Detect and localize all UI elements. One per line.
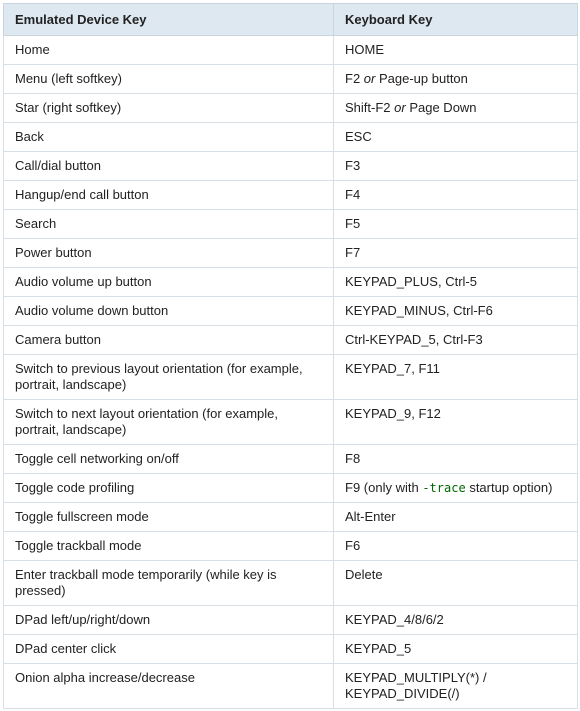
- device-key-cell: Audio volume up button: [4, 268, 334, 297]
- keyboard-key-cell: KEYPAD_7, F11: [334, 355, 578, 400]
- table-row: [4, 152, 578, 181]
- keyboard-key-cell: [334, 94, 578, 123]
- table-row: [4, 94, 578, 123]
- device-key-cell: Back: [4, 123, 334, 152]
- keyboard-key-cell: F4: [334, 181, 578, 210]
- keyboard-key-cell: ESC: [334, 123, 578, 152]
- device-key-cell: Home: [4, 36, 334, 65]
- device-key-cell: Audio volume down button: [4, 297, 334, 326]
- keyboard-key-cell: F8: [334, 445, 578, 474]
- key-text: F9 (only with: [345, 480, 419, 495]
- device-key-cell: Switch to next layout orientation (for example, portrait, landscape): [4, 400, 334, 445]
- or-text: or: [363, 71, 376, 86]
- table-row: [4, 503, 578, 532]
- device-key-cell: Switch to previous layout orientation (for example, portrait, landscape): [4, 355, 334, 400]
- table-row: [4, 268, 578, 297]
- table-row: [4, 400, 578, 445]
- key-text: F2: [345, 71, 361, 86]
- keyboard-key-cell: KEYPAD_PLUS, Ctrl-5: [334, 268, 578, 297]
- device-key-cell: Power button: [4, 239, 334, 268]
- keyboard-key-cell: F7: [334, 239, 578, 268]
- device-key-cell: Toggle cell networking on/off: [4, 445, 334, 474]
- table-row: [4, 297, 578, 326]
- table-row: [4, 65, 578, 94]
- keyboard-key-cell: KEYPAD_9, F12: [334, 400, 578, 445]
- device-key-cell: Hangup/end call button: [4, 181, 334, 210]
- keyboard-key-cell: F6: [334, 532, 578, 561]
- table-row: [4, 181, 578, 210]
- keyboard-key-cell: Ctrl-KEYPAD_5, Ctrl-F3: [334, 326, 578, 355]
- keyboard-key-cell: KEYPAD_4/8/6/2: [334, 606, 578, 635]
- keyboard-key-cell: F5: [334, 210, 578, 239]
- header-keyboard-key: Keyboard Key: [334, 4, 578, 36]
- or-text: or: [394, 100, 406, 115]
- keyboard-key-cell: [334, 65, 578, 94]
- keyboard-key-cell: KEYPAD_MULTIPLY(*) / KEYPAD_DIVIDE(/): [334, 664, 578, 709]
- keyboard-key-cell: Alt-Enter: [334, 503, 578, 532]
- keyboard-key-cell: HOME: [334, 36, 578, 65]
- table-row: [4, 606, 578, 635]
- device-key-cell: Star (right softkey): [4, 94, 334, 123]
- table-row: [4, 210, 578, 239]
- key-text: startup option): [469, 480, 553, 495]
- key-text: Shift-F2: [345, 100, 391, 115]
- header-device-key: Emulated Device Key: [4, 4, 334, 36]
- table-row: [4, 445, 578, 474]
- keyboard-key-cell: KEYPAD_MINUS, Ctrl-F6: [334, 297, 578, 326]
- table-row: [4, 239, 578, 268]
- table-row: [4, 355, 578, 400]
- device-key-cell: Search: [4, 210, 334, 239]
- device-key-cell: Enter trackball mode temporarily (while key is pressed): [4, 561, 334, 606]
- device-key-cell: Toggle fullscreen mode: [4, 503, 334, 532]
- device-key-cell: Toggle code profiling: [4, 474, 334, 503]
- trace-option-code: -trace: [422, 481, 466, 495]
- key-mapping-table: [3, 3, 578, 709]
- device-key-cell: DPad center click: [4, 635, 334, 664]
- keyboard-key-cell: KEYPAD_5: [334, 635, 578, 664]
- keyboard-key-cell: Delete: [334, 561, 578, 606]
- table-header-row: [4, 4, 578, 36]
- table-row: [4, 474, 578, 503]
- table-row: [4, 36, 578, 65]
- device-key-cell: Menu (left softkey): [4, 65, 334, 94]
- device-key-cell: DPad left/up/right/down: [4, 606, 334, 635]
- table-row: [4, 664, 578, 709]
- device-key-cell: Call/dial button: [4, 152, 334, 181]
- device-key-cell: Onion alpha increase/decrease: [4, 664, 334, 709]
- table-row: [4, 532, 578, 561]
- device-key-cell: Toggle trackball mode: [4, 532, 334, 561]
- key-text: Page Down: [409, 100, 477, 115]
- device-key-cell: Camera button: [4, 326, 334, 355]
- table-row: [4, 326, 578, 355]
- keyboard-key-cell: [334, 474, 578, 503]
- keyboard-key-cell: F3: [334, 152, 578, 181]
- table-row: [4, 561, 578, 606]
- table-row: [4, 635, 578, 664]
- key-text: Page-up button: [378, 71, 468, 86]
- table-row: [4, 123, 578, 152]
